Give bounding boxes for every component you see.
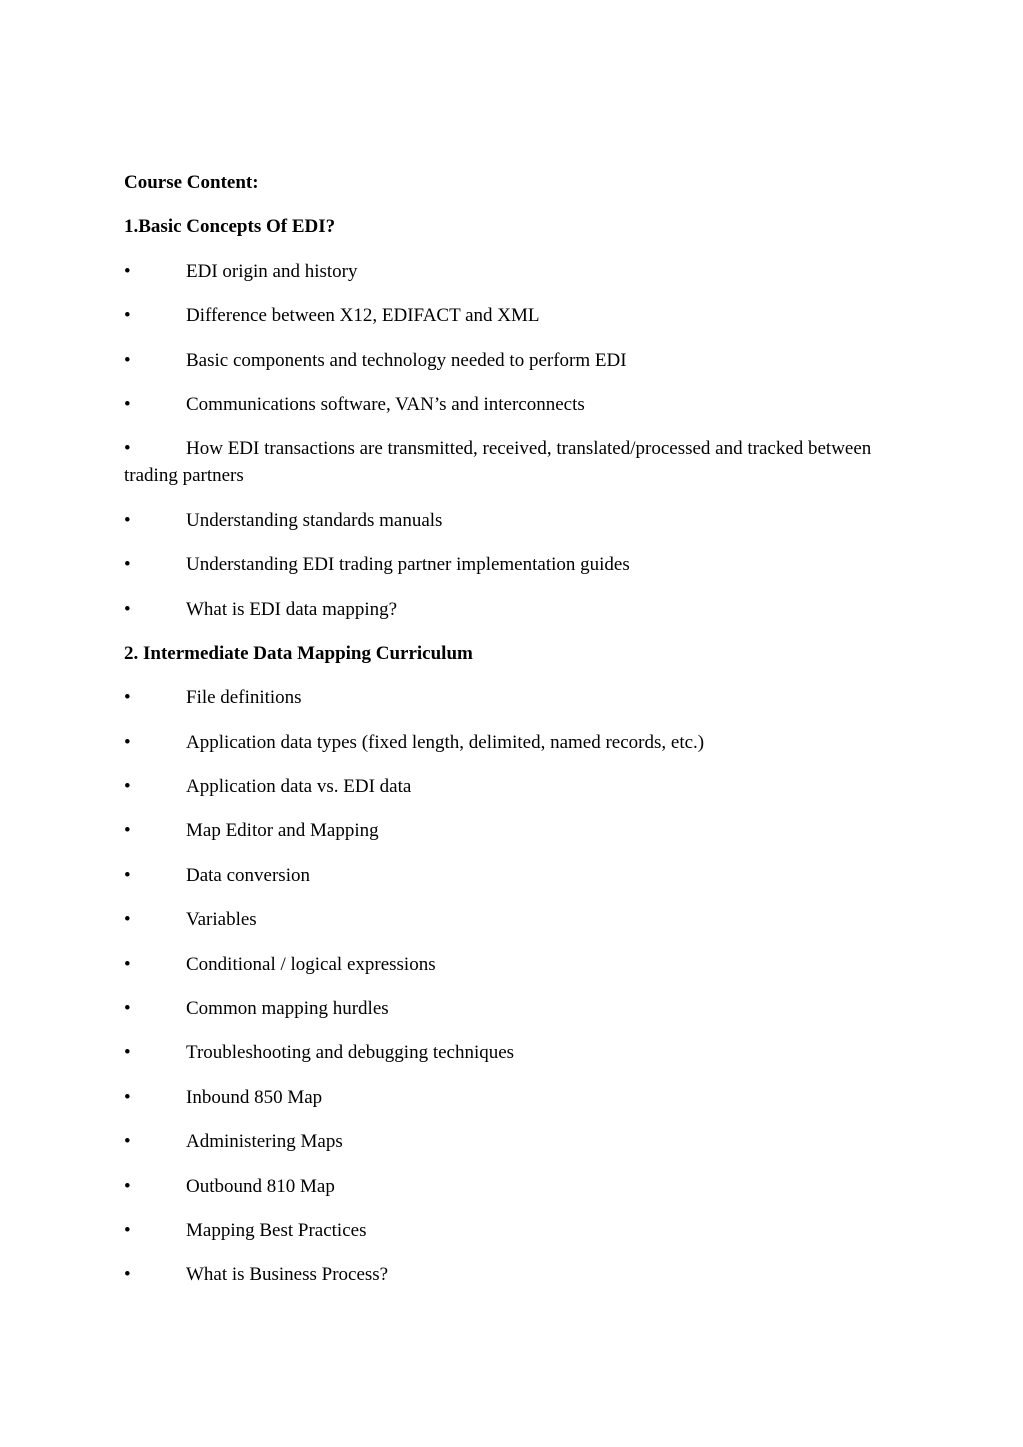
- list-item: [124, 1128, 884, 1155]
- list-item-text: Understanding standards manuals: [186, 509, 443, 531]
- list-item-text: Application data types (fixed length, delimited, named records, etc.): [186, 731, 705, 753]
- list-item-text: File definitions: [186, 687, 302, 709]
- list-item: [124, 258, 884, 285]
- list-item-text: Inbound 850 Map: [186, 1086, 323, 1108]
- list-item: [124, 1173, 884, 1200]
- bullet-icon: •: [124, 1219, 131, 1241]
- bullet-icon: •: [124, 438, 131, 460]
- bullet-icon: •: [124, 349, 131, 371]
- bullet-icon: •: [124, 909, 131, 931]
- list-item: [124, 551, 884, 578]
- list-item: [124, 302, 884, 329]
- list-item: [124, 1084, 884, 1111]
- list-item-text: Mapping Best Practices: [186, 1219, 367, 1241]
- document-content: [124, 169, 884, 1306]
- bullet-icon: •: [124, 260, 131, 282]
- list-item: [124, 862, 884, 889]
- bullet-icon: •: [124, 554, 131, 576]
- bullet-icon: •: [124, 598, 131, 620]
- list-item: [124, 507, 884, 534]
- list-item-text: Understanding EDI trading partner implementation guides: [186, 554, 630, 576]
- list-item-text: Variables: [186, 909, 257, 931]
- list-item-text: What is EDI data mapping?: [186, 598, 398, 620]
- bullet-icon: •: [124, 731, 131, 753]
- list-item-text: Communications software, VAN’s and interconnects: [186, 393, 585, 415]
- bullet-icon: •: [124, 820, 131, 842]
- bullet-icon: •: [124, 509, 131, 531]
- list-item: [124, 906, 884, 933]
- bullet-icon: •: [124, 1264, 131, 1286]
- bullet-icon: •: [124, 864, 131, 886]
- bullet-icon: •: [124, 953, 131, 975]
- list-item: [124, 1039, 884, 1066]
- list-item: [124, 391, 884, 418]
- list-item-text: What is Business Process?: [186, 1264, 389, 1286]
- list-item: [124, 347, 884, 374]
- list-item-text: Application data vs. EDI data: [186, 776, 412, 798]
- list-item-text: Basic components and technology needed to perform EDI: [186, 349, 627, 371]
- bullet-icon: •: [124, 1131, 131, 1153]
- list-item: [124, 995, 884, 1022]
- section-1-heading: 1.Basic Concepts Of EDI?: [124, 216, 336, 238]
- list-item: [124, 817, 884, 844]
- list-item-text: Map Editor and Mapping: [186, 820, 379, 842]
- section-2-heading: 2. Intermediate Data Mapping Curriculum: [124, 642, 473, 664]
- bullet-icon: •: [124, 305, 131, 327]
- list-item: [124, 1217, 884, 1244]
- bullet-icon: •: [124, 1175, 131, 1197]
- bullet-icon: •: [124, 687, 131, 709]
- list-item-text: Outbound 810 Map: [186, 1175, 335, 1197]
- bullet-icon: •: [124, 1086, 131, 1108]
- list-item: [124, 773, 884, 800]
- bullet-icon: •: [124, 776, 131, 798]
- list-item: [124, 435, 884, 489]
- list-item-text: Common mapping hurdles: [186, 998, 389, 1020]
- bullet-icon: •: [124, 1042, 131, 1064]
- list-item-text: How EDI transactions are transmitted, received, translated/processed and tracked between trading partners: [124, 438, 872, 487]
- list-item-text: Conditional / logical expressions: [186, 953, 436, 975]
- list-item-text: Administering Maps: [186, 1131, 343, 1153]
- list-item: [124, 729, 884, 756]
- list-item: [124, 596, 884, 623]
- list-item: [124, 1261, 884, 1288]
- course-content-title: Course Content:: [124, 172, 259, 193]
- list-item-text: EDI origin and history: [186, 260, 358, 282]
- list-item-text: Difference between X12, EDIFACT and XML: [186, 305, 540, 327]
- list-item: [124, 684, 884, 711]
- bullet-icon: •: [124, 393, 131, 415]
- list-item: [124, 951, 884, 978]
- list-item-text: Troubleshooting and debugging techniques: [186, 1042, 515, 1064]
- list-item-text: Data conversion: [186, 864, 310, 886]
- bullet-icon: •: [124, 998, 131, 1020]
